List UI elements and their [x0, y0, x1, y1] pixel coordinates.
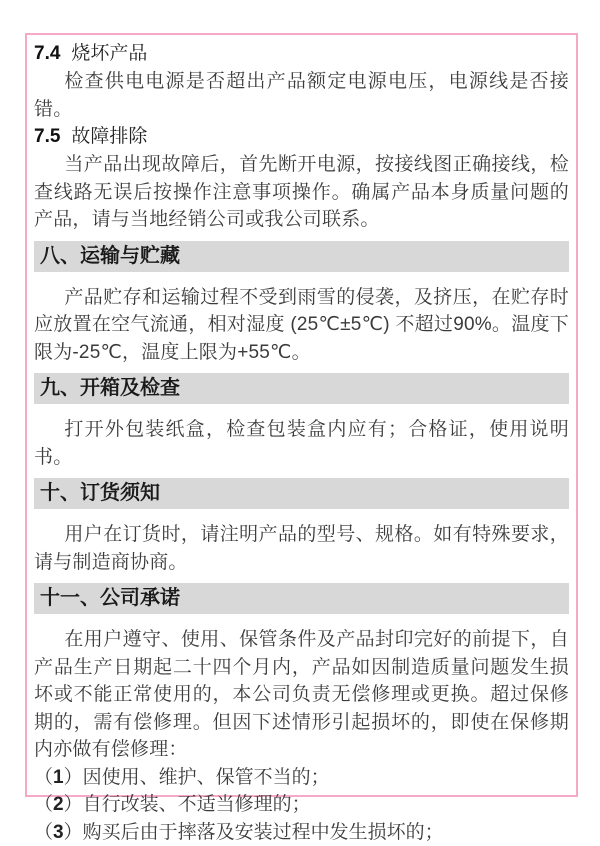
subsection-heading-7-5 [34, 123, 569, 151]
list-text: 因使用、维护、保管不当的； [83, 767, 330, 788]
paragraph-7-5: 当产品出现故障后，首先断开电源，按接线图正确接线，检查线路无误后按操作注意事项操作。确属产品本身质量问题的产品，请与当地经销公司或我公司联系。 [34, 151, 569, 234]
list-paren-close: ） [64, 822, 83, 843]
section-heading-transport-storage: 八、运输与贮藏 [34, 241, 569, 272]
subsection-number: 7.4 [34, 40, 60, 68]
list-number: 2 [53, 794, 64, 815]
paragraph-company-commitment: 在用户遵守、使用、保管条件及产品封印完好的前提下，自产品生产日期起二十四个月内，产品如因制造质量问题发生损坏或不能正常使用的，本公司负责无偿修理或更换。超过保修期的，需有偿修理。但因下述情形引起损坏的，即使在保修期内亦做有偿修理： [34, 626, 569, 764]
list-text: 自行改装、不适当修理的； [83, 794, 311, 815]
list-text: 购买后由于摔落及安装过程中发生损坏的； [83, 822, 444, 843]
list-paren-open: （ [34, 794, 53, 815]
list-item-3 [34, 819, 569, 846]
section-heading-company-commitment: 十一、公司承诺 [34, 583, 569, 614]
list-paren-close: ） [64, 794, 83, 815]
list-number: 1 [53, 767, 64, 788]
subsection-number: 7.5 [34, 123, 60, 151]
list-number: 3 [53, 822, 64, 843]
manual-page [25, 33, 578, 797]
paragraph-7-4: 检查供电电源是否超出产品额定电源电压，电源线是否接错。 [34, 68, 569, 123]
paragraph-transport-storage: 产品贮存和运输过程不受到雨雪的侵袭，及挤压，在贮存时应放置在空气流通，相对湿度 (25℃±5℃) 不超过90%。温度下限为-25℃，温度上限为+55℃。 [34, 284, 569, 367]
list-paren-open: （ [34, 822, 53, 843]
section-heading-unpacking-inspection: 九、开箱及检查 [34, 373, 569, 404]
subsection-title: 烧坏产品 [71, 40, 147, 68]
paragraph-unpacking-inspection: 打开外包装纸盒，检查包装盒内应有；合格证，使用说明书。 [34, 416, 569, 471]
list-paren-open: （ [34, 767, 53, 788]
subsection-title: 故障排除 [71, 123, 147, 151]
list-item-2 [34, 791, 569, 819]
subsection-heading-7-4 [34, 40, 569, 68]
paragraph-ordering-notes: 用户在订货时，请注明产品的型号、规格。如有特殊要求，请与制造商协商。 [34, 521, 569, 576]
section-heading-ordering-notes: 十、订货须知 [34, 478, 569, 509]
list-item-1 [34, 764, 569, 792]
list-paren-close: ） [64, 767, 83, 788]
